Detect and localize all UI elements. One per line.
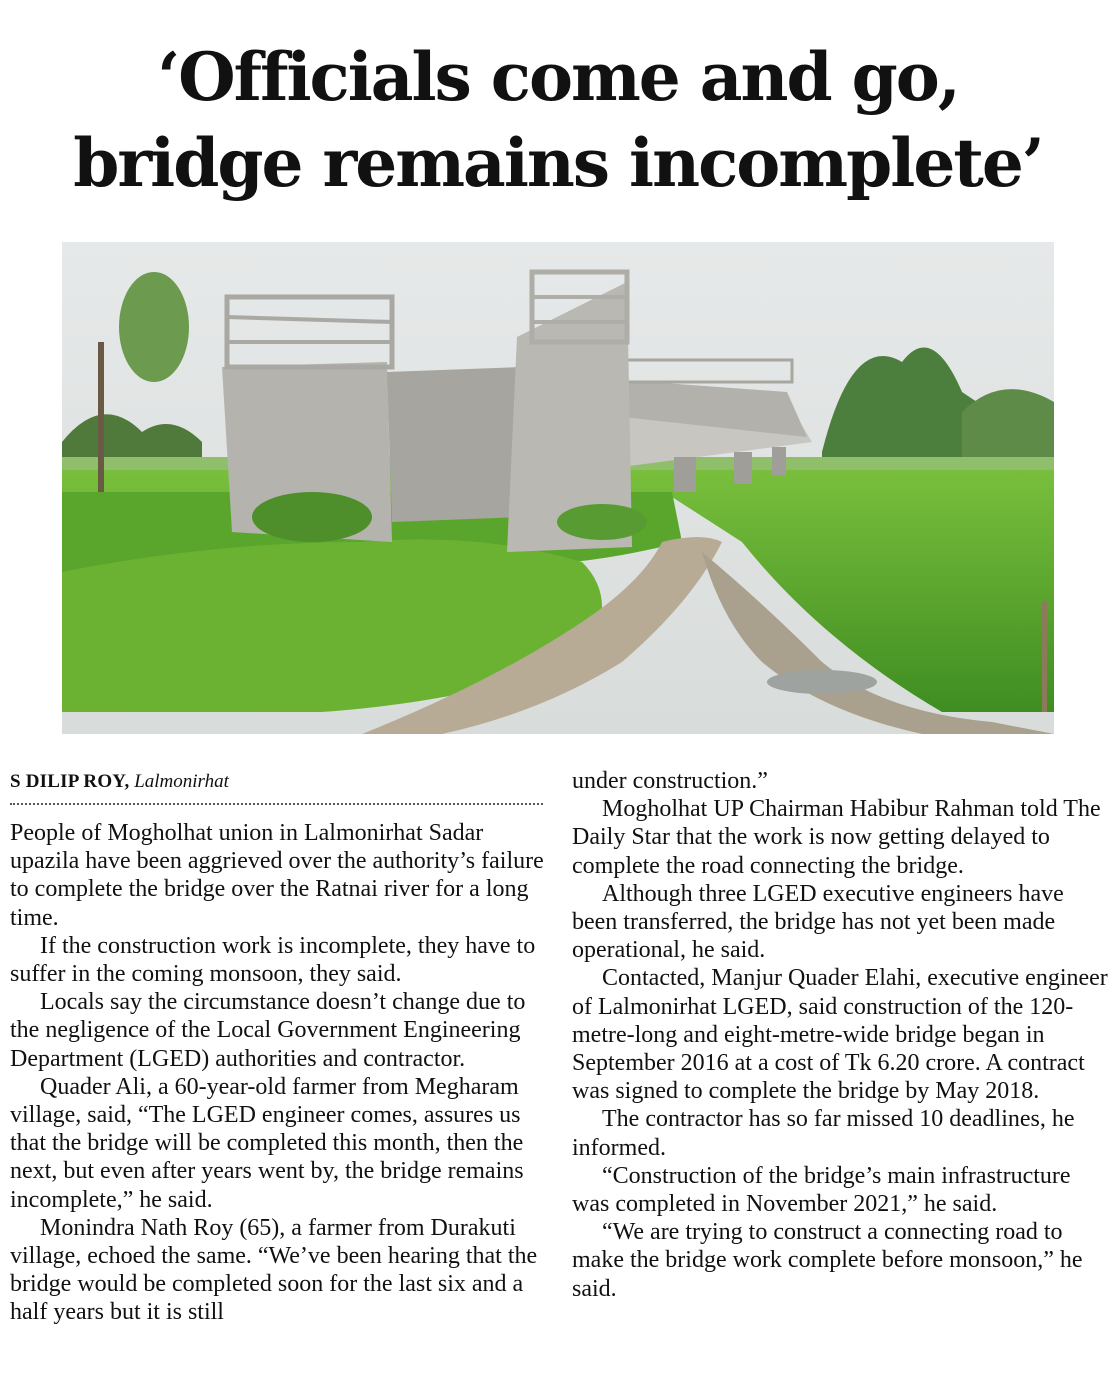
paragraph: Although three LGED executive engineers have been transferred, the bridge has not yet been made operational, he said. [572,880,1064,964]
paragraph: Mogholhat UP Chairman Habibur Rahman told The Daily Star that the work is now getting delayed to complete the road connecting the bridge. [572,796,1101,879]
paragraph: Contacted, Manjur Quader Elahi, executive engineer of Lalmonirhat LGED, said construction of the 120-metre-long and eight-metre-wide bridge began in September 2016 at a cost of Tk 6.20 crore. A contract was signed to complete the bridge by May 2018. [572,965,1108,1105]
byline [10,770,543,794]
paragraph: under construction.” [572,768,768,794]
byline-author: S DILIP ROY, [10,771,130,792]
headline [0,34,1116,206]
headline-line-2: bridge remains incomplete’ [73,124,1043,202]
paragraph: “We are trying to construct a connecting road to make the bridge work complete before monsoon,” he said. [572,1219,1083,1302]
paragraph: The contractor has so far missed 10 deadlines, he informed. [572,1106,1075,1161]
paragraph: Monindra Nath Roy (65), a farmer from Durakuti village, echoed the same. “We’ve been hearing that the bridge would be completed soon for the last six and a half years but it is still [10,1214,538,1326]
article-column-left [10,819,545,1327]
byline-divider [10,803,543,805]
paragraph: People of Mogholhat union in Lalmonirhat Sadar upazila have been aggrieved over the authority’s failure to complete the bridge over the Ratnai river for a long time. [10,820,544,931]
article-column-right [572,767,1108,1303]
bridge-photo-icon [62,242,1054,734]
paragraph: Locals say the circumstance doesn’t change due to the negligence of the Local Government Engineering Department (LGED) authorities and contractor. [10,989,526,1072]
byline-location: Lalmonirhat [134,771,229,792]
headline-line-1: ‘Officials come and go, [157,38,959,116]
paragraph: If the construction work is incomplete, they have to suffer in the coming monsoon, they said. [10,932,536,988]
paragraph: “Construction of the bridge’s main infrastructure was completed in November 2021,” he said. [572,1162,1071,1218]
paragraph: Quader Ali, a 60-year-old farmer from Megharam village, said, “The LGED engineer comes, assures us that the bridge will be completed this month, then the next, but even after years went by, the bridge remains incomplete,” he said. [10,1073,524,1213]
bridge-photo [62,242,1054,734]
